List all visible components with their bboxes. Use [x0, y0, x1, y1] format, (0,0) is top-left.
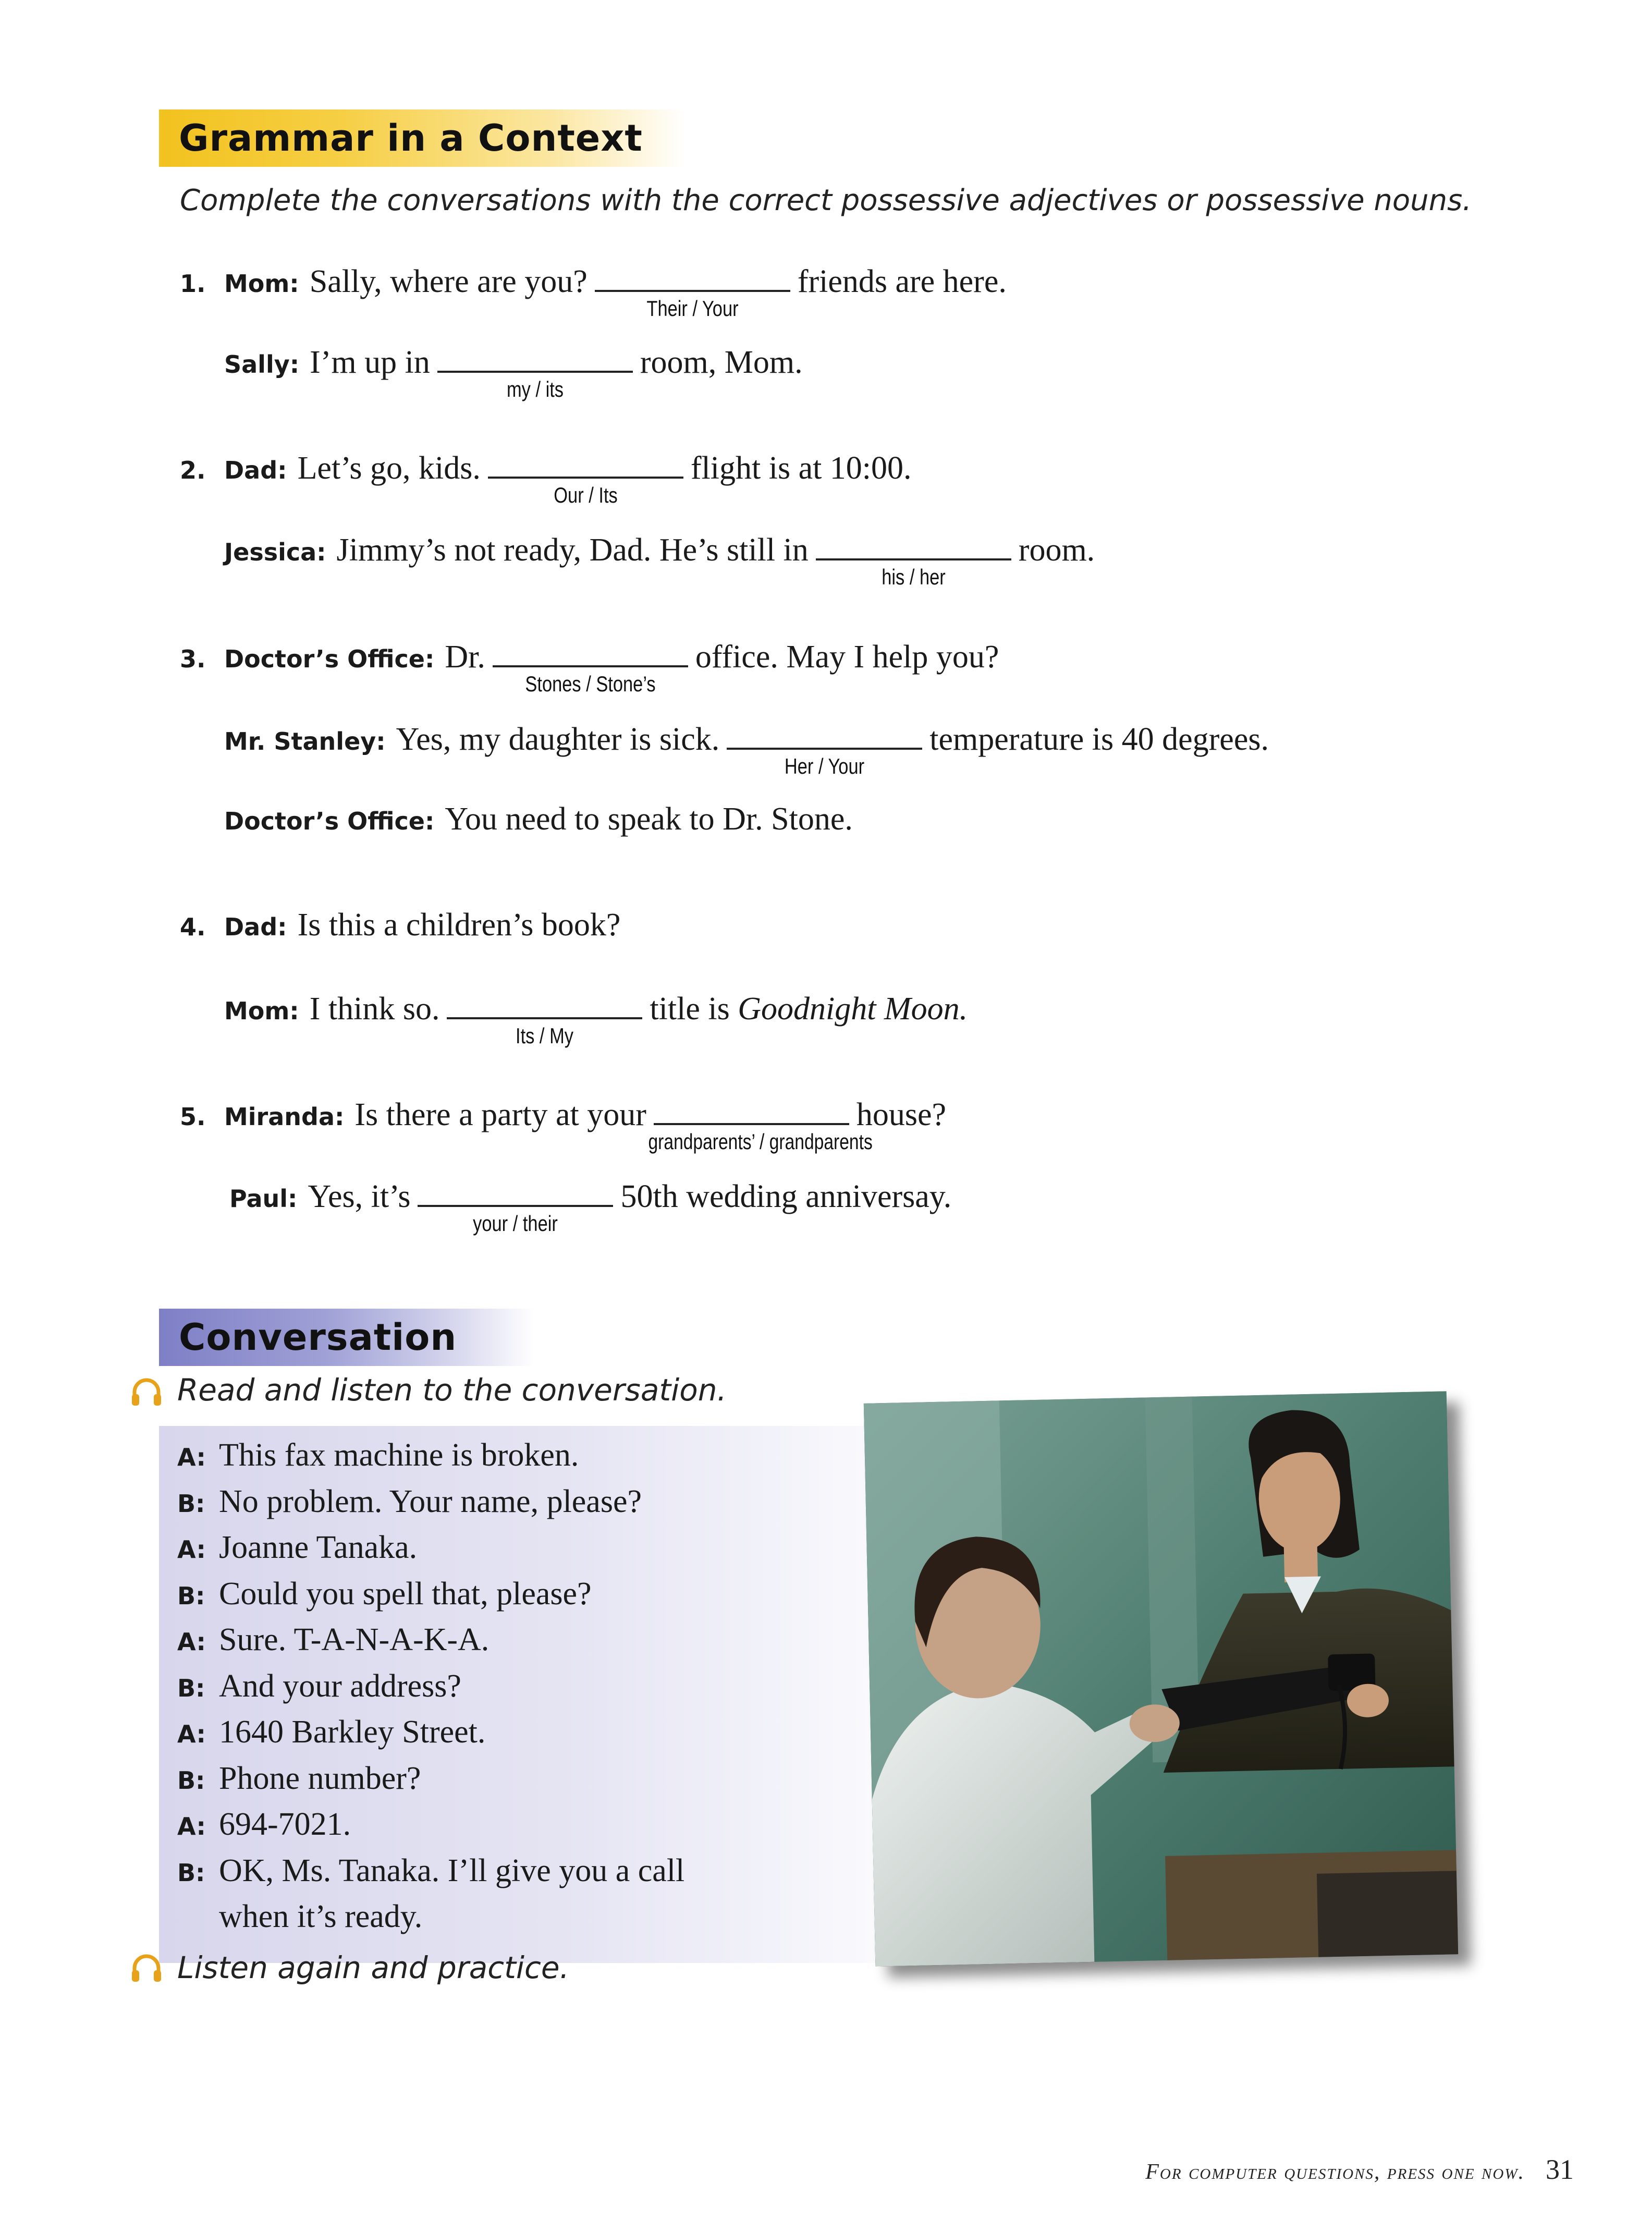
exercise-number: 4. — [180, 913, 206, 941]
speaker-label: Doctor’s Office: — [224, 645, 435, 673]
footer-text: For computer questions, press one now. — [1145, 2160, 1525, 2184]
speaker-label: Paul: — [229, 1185, 298, 1213]
speaker-label: Mom: — [224, 997, 299, 1025]
sentence-end: office. May I help you? — [695, 639, 999, 675]
answer-blank[interactable] — [447, 988, 642, 1048]
exercise-1-line-1 — [180, 261, 1007, 321]
exercise-3-line-1 — [180, 636, 999, 696]
dialog-text: Sure. T-A-N-A-K-A. — [219, 1622, 490, 1657]
photo-illustration — [864, 1391, 1458, 1966]
grammar-instructions: Complete the conversations with the correct possessive adjectives or possessive nouns. — [180, 184, 1472, 217]
answer-options: grandparents’ / grandparents — [648, 1129, 873, 1154]
answer-blank[interactable] — [493, 636, 688, 696]
fax-repair-photo — [864, 1391, 1458, 1966]
sentence-end: flight is at 10:00. — [690, 450, 912, 486]
sentence-end: title is — [650, 991, 730, 1027]
sentence-start: Jimmy’s not ready, Dad. He’s still in — [336, 532, 809, 568]
conversation-section-title: Conversation — [159, 1309, 534, 1366]
answer-blank[interactable] — [418, 1176, 613, 1236]
answer-blank[interactable] — [595, 261, 790, 321]
exercise-4-line-2 — [224, 988, 968, 1048]
sentence-start: I think so. — [309, 991, 440, 1027]
exercise-4-line-1 — [180, 906, 620, 946]
sentence-start: Yes, it’s — [308, 1179, 411, 1214]
answer-options: Its / My — [516, 1023, 574, 1048]
dialog-text: OK, Ms. Tanaka. I’ll give you a call — [219, 1852, 685, 1888]
dialog-text: 1640 Barkley Street. — [219, 1714, 486, 1750]
dialog-line — [177, 1575, 592, 1615]
page-footer — [1145, 2153, 1574, 2186]
headphones-icon[interactable] — [130, 1953, 163, 1985]
sentence-start: I’m up in — [310, 345, 430, 380]
speaker-label: Sally: — [224, 350, 300, 379]
exercise-number: 1. — [180, 270, 206, 298]
dialog-text: This fax machine is broken. — [219, 1437, 579, 1473]
answer-blank[interactable] — [727, 718, 922, 778]
exercise-number: 2. — [180, 456, 206, 484]
dialog-speaker: B: — [177, 1858, 205, 1887]
sentence-end: room, Mom. — [640, 345, 803, 380]
dialog-speaker: A: — [177, 1628, 206, 1656]
sentence-text: You need to speak to Dr. Stone. — [445, 801, 853, 837]
speaker-label: Mom: — [224, 270, 299, 298]
exercise-5-line-1 — [180, 1094, 947, 1154]
dialog-line — [177, 1852, 684, 1892]
answer-options: Their / Your — [646, 296, 739, 321]
sentence-text: Is this a children’s book? — [297, 907, 621, 943]
answer-blank[interactable] — [437, 341, 633, 401]
dialog-text: And your address? — [219, 1668, 461, 1704]
dialog-line — [177, 1621, 489, 1661]
dialog-line — [177, 1483, 642, 1522]
sentence-end: temperature is 40 degrees. — [929, 722, 1269, 757]
dialog-speaker: B: — [177, 1766, 205, 1795]
dialog-line — [177, 1529, 417, 1568]
dialog-speaker: A: — [177, 1720, 206, 1748]
dialog-speaker: A: — [177, 1535, 206, 1564]
dialog-line — [177, 1760, 421, 1799]
sentence-end: house? — [856, 1097, 947, 1132]
exercise-2-line-1 — [180, 447, 912, 507]
dialog-text: No problem. Your name, please? — [219, 1483, 642, 1519]
listen-instruction: Read and listen to the conversation. — [177, 1372, 727, 1408]
sentence-end: room. — [1018, 532, 1095, 568]
exercise-number: 3. — [180, 645, 206, 673]
dialog-speaker: B: — [177, 1674, 205, 1702]
speaker-label: Mr. Stanley: — [224, 727, 386, 755]
dialog-text: Could you spell that, please? — [219, 1576, 592, 1612]
answer-options: Her / Your — [785, 754, 865, 778]
page-number: 31 — [1546, 2154, 1574, 2185]
exercise-2-line-2 — [224, 529, 1095, 589]
dialog-speaker: A: — [177, 1812, 206, 1840]
speaker-label: Miranda: — [224, 1103, 345, 1131]
exercise-number: 5. — [180, 1103, 206, 1131]
dialog-line — [177, 1667, 461, 1707]
dialog-line — [177, 1713, 485, 1753]
answer-blank[interactable] — [648, 1094, 873, 1154]
answer-options: Our / Its — [554, 483, 618, 507]
exercise-5-line-2 — [229, 1176, 952, 1236]
speaker-label: Dad: — [224, 913, 287, 941]
dialog-text: Joanne Tanaka. — [219, 1530, 418, 1565]
dialog-speaker: B: — [177, 1489, 205, 1518]
dialog-line — [177, 1898, 422, 1935]
practice-instruction: Listen again and practice. — [177, 1950, 569, 1985]
dialog-text: 694-7021. — [219, 1807, 351, 1842]
sentence-end: 50th wedding anniversay. — [620, 1179, 952, 1214]
sentence-start: Let’s go, kids. — [297, 450, 481, 486]
grammar-section-title: Grammar in a Context — [159, 109, 686, 167]
speaker-label: Dad: — [224, 456, 287, 484]
dialog-line — [177, 1806, 351, 1845]
dialog-speaker: B: — [177, 1581, 205, 1610]
dialog-text: when it’s ready. — [219, 1899, 423, 1934]
answer-blank[interactable] — [816, 529, 1011, 589]
dialog-line — [177, 1436, 579, 1476]
sentence-start: Yes, my daughter is sick. — [396, 722, 720, 757]
sentence-start: Is there a party at your — [354, 1097, 646, 1132]
headphones-icon[interactable] — [130, 1376, 163, 1409]
answer-options: my / its — [506, 377, 564, 401]
answer-options: his / her — [882, 565, 946, 589]
sentence-start: Dr. — [445, 639, 485, 675]
book-title: Goodnight Moon. — [738, 991, 968, 1027]
speaker-label: Jessica: — [224, 538, 326, 566]
speaker-label: Doctor’s Office: — [224, 807, 435, 835]
dialog-speaker: A: — [177, 1443, 206, 1471]
dialog-text: Phone number? — [219, 1760, 421, 1796]
answer-blank[interactable] — [488, 447, 683, 507]
exercise-3-line-2 — [224, 718, 1269, 778]
exercise-1-line-2 — [224, 341, 803, 401]
answer-options: your / their — [473, 1211, 558, 1236]
exercise-3-line-3 — [224, 800, 853, 840]
sentence-end: friends are here. — [797, 264, 1007, 299]
sentence-start: Sally, where are you? — [309, 264, 588, 299]
answer-options: Stones / Stone’s — [525, 672, 656, 696]
